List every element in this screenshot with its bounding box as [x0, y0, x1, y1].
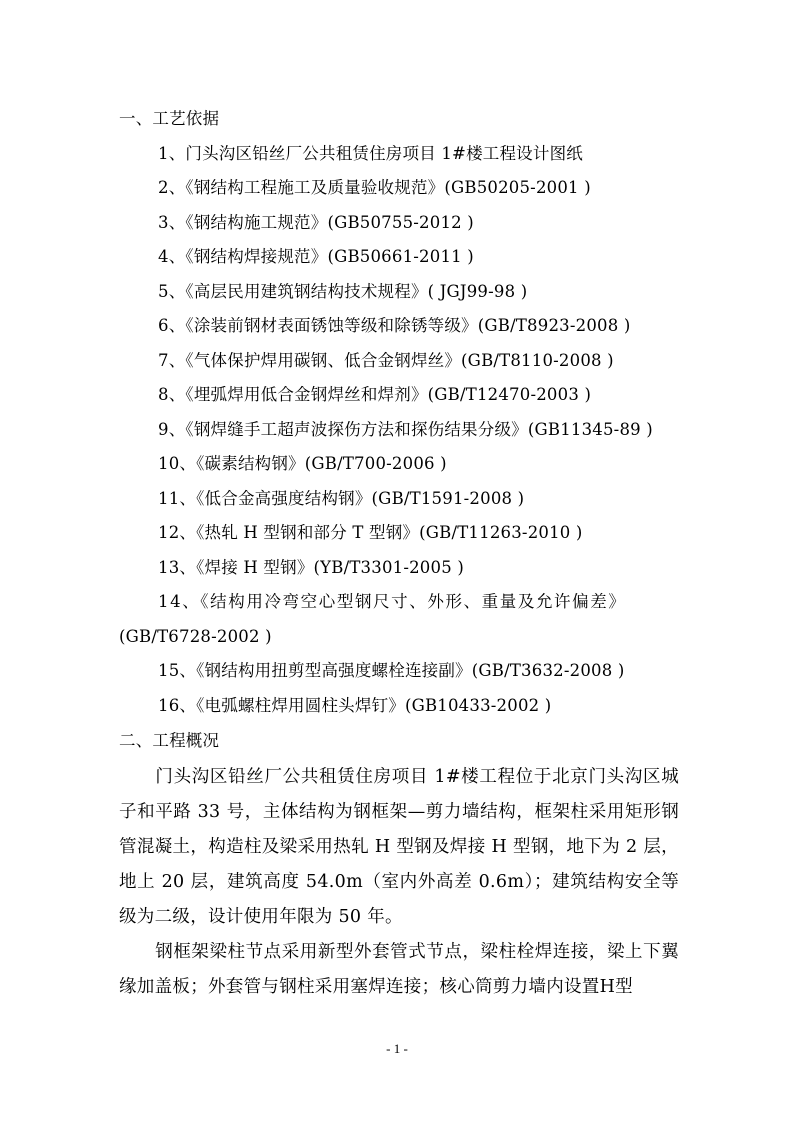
body-paragraph: [119, 935, 679, 1005]
body-paragraph: [119, 760, 679, 935]
section-heading-project-overview: 二、工程概况: [119, 731, 220, 750]
list-item: 11、《低合金高强度结构钢》(GB/T1591-2008 ): [158, 489, 525, 508]
list-item: 4、《钢结构焊接规范》(GB50661-2011 ): [158, 247, 474, 266]
list-item: 16、《电弧螺柱焊用圆柱头焊钉》(GB10433-2002 ): [158, 696, 552, 715]
list-item: 12、《热轧 H 型钢和部分 T 型钢》(GB/T11263-2010 ): [158, 523, 583, 542]
list-item: 8、《埋弧焊用低合金钢焊丝和焊剂》(GB/T12470-2003 ): [158, 385, 592, 404]
list-item: 13、《焊接 H 型钢》(YB/T3301-2005 ): [158, 558, 464, 577]
list-item: 14、《结构用冷弯空心型钢尺寸、外形、重量及允许偏差》: [158, 592, 627, 611]
list-item: 2、《钢结构工程施工及质量验收规范》(GB50205-2001 ): [158, 178, 591, 197]
list-item: 1、门头沟区铅丝厂公共租赁住房项目 1#楼工程设计图纸: [158, 144, 583, 163]
paragraph-text: 门头沟区铅丝厂公共租赁住房项目 1#楼工程位于北京门头沟区城子和平路 33 号，主体结构为钢框架—剪力墙结构，框架柱采用矩形钢管混凝土，构造柱及梁采用热轧 H 型钢及焊接 H 型钢，地下为 2 层，地上 20 层，建筑高度 54.0m（室内外高差 0.6m）；建筑结构安全等级为二级，设计使用年限为 50 年。: [119, 767, 679, 927]
list-item: 6、《涂装前钢材表面锈蚀等级和除锈等级》(GB/T8923-2008 ): [158, 316, 631, 335]
list-item: 3、《钢结构施工规范》(GB50755-2012 ): [158, 213, 474, 232]
list-item-continuation: (GB/T6728-2002 ): [119, 627, 272, 646]
list-item: 7、《气体保护焊用碳钢、低合金钢焊丝》(GB/T8110-2008 ): [158, 351, 614, 370]
list-item: 10、《碳素结构钢》(GB/T700-2006 ): [158, 454, 447, 473]
paragraph-text: 钢框架梁柱节点采用新型外套管式节点，梁柱栓焊连接，梁上下翼缘加盖板；外套管与钢柱采用塞焊连接；核心筒剪力墙内设置H型: [119, 942, 679, 997]
page-number: - 1 -: [386, 1041, 408, 1056]
section-heading-process-basis: 一、工艺依据: [119, 109, 220, 128]
list-item: 15、《钢结构用扭剪型高强度螺栓连接副》(GB/T3632-2008 ): [158, 661, 625, 680]
list-item: 9、《钢焊缝手工超声波探伤方法和探伤结果分级》(GB11345-89 ): [158, 420, 653, 439]
list-item: 5、《高层民用建筑钢结构技术规程》( JGJ99-98 ): [158, 282, 528, 301]
